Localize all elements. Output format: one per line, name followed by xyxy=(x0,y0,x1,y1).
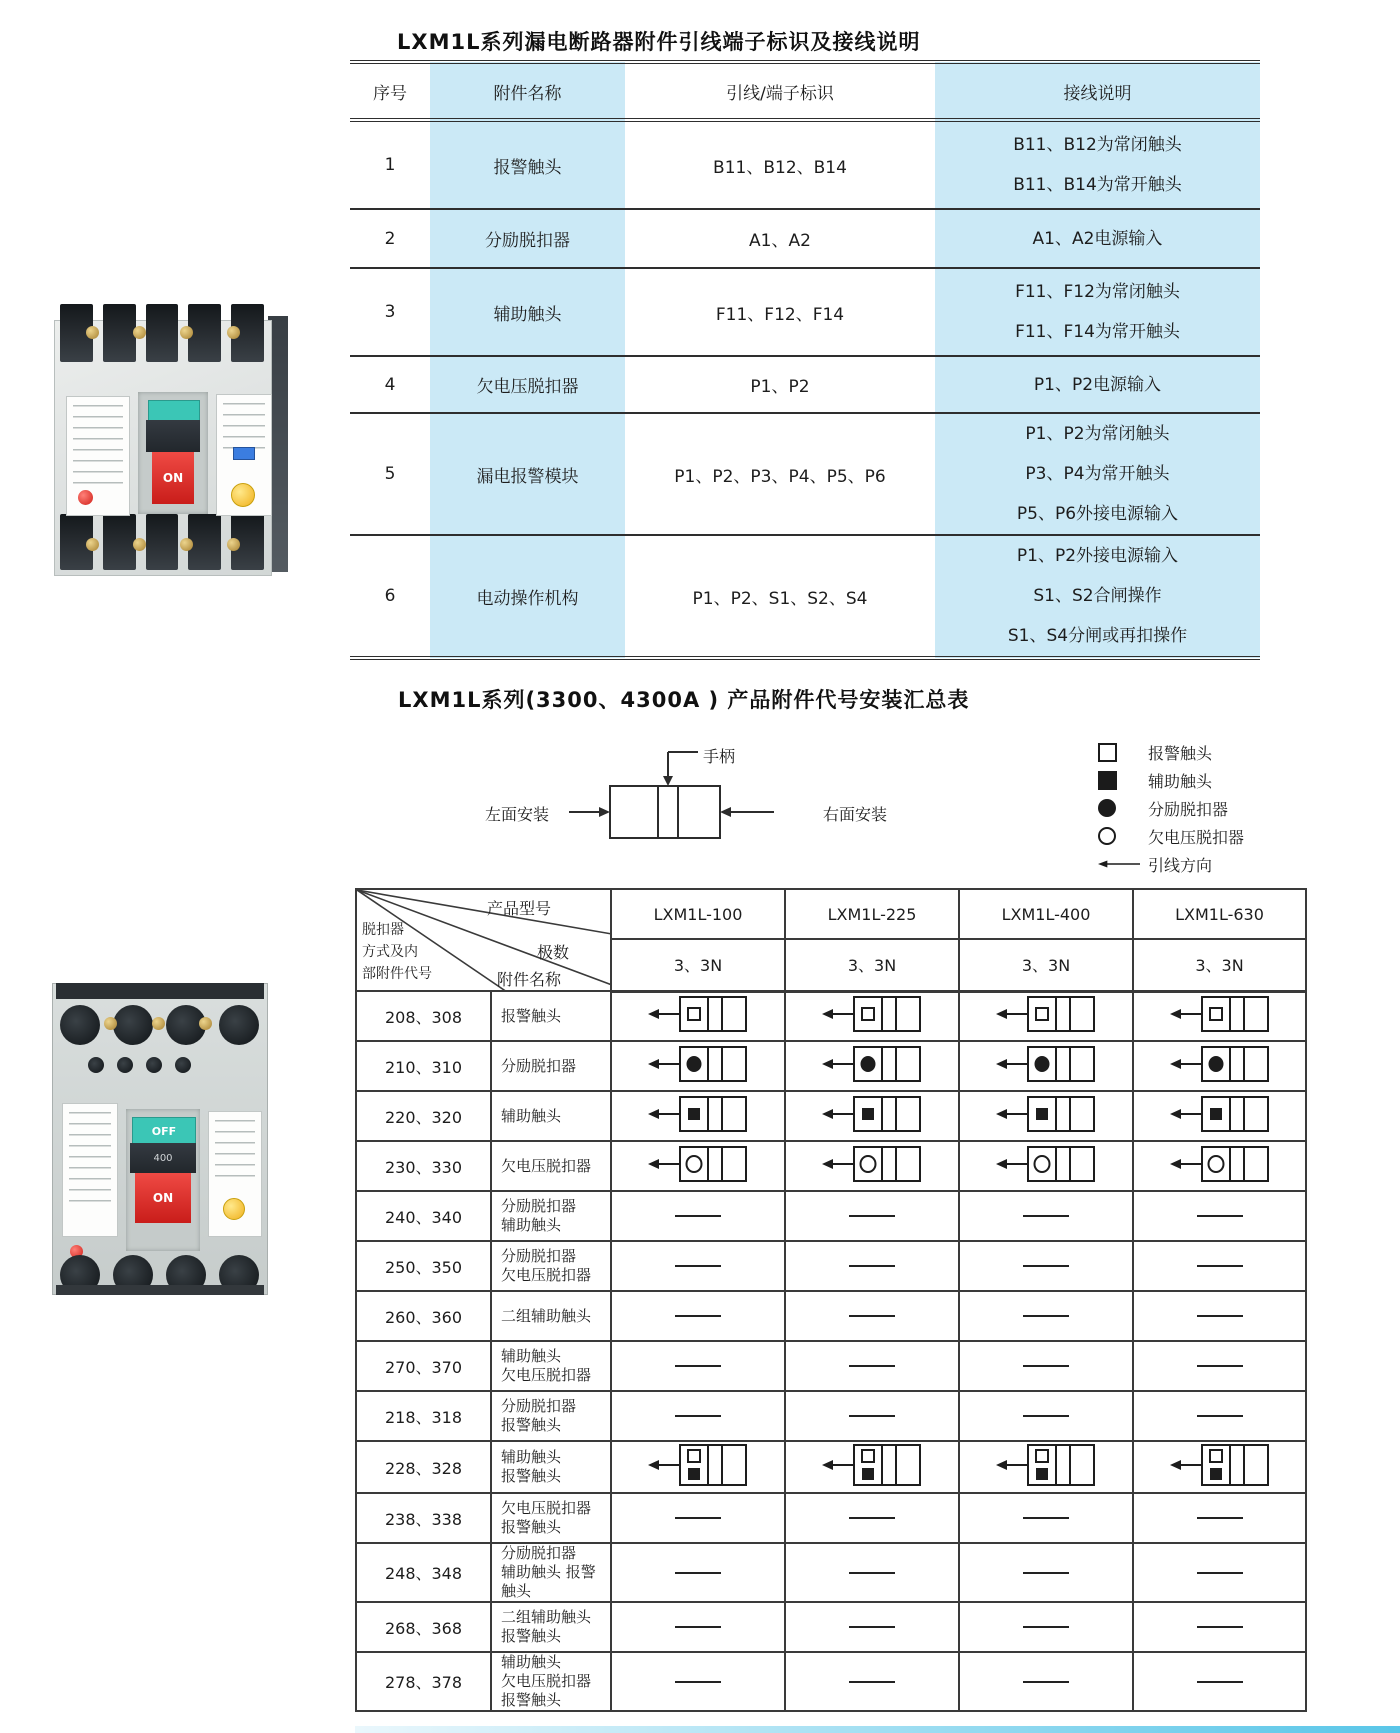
header-attachment-name: 附件名称 xyxy=(430,62,625,120)
table-row xyxy=(356,1041,1306,1091)
install-cell xyxy=(959,1241,1133,1291)
not-available-dash xyxy=(1197,1415,1243,1417)
legend-item xyxy=(1082,738,1312,766)
install-cell xyxy=(611,1391,785,1441)
terminal-marks: F11、F12、F14 xyxy=(625,268,935,356)
label-text-lines xyxy=(69,1112,111,1210)
bottom-terminal-screws xyxy=(86,538,240,551)
table-row xyxy=(350,535,1260,658)
attachment-name: 二组辅助触头 报警触头 xyxy=(491,1602,611,1652)
table-row xyxy=(356,1441,1306,1493)
not-available-dash xyxy=(1197,1265,1243,1267)
legend-label: 分励脱扣器 xyxy=(1148,799,1229,819)
toggle-off-cap: OFF xyxy=(132,1117,196,1145)
poles-value: 3、3N xyxy=(611,939,785,991)
table-row xyxy=(350,413,1260,535)
table-row xyxy=(356,1091,1306,1141)
install-diagram xyxy=(820,994,924,1034)
install-cell xyxy=(1133,1141,1306,1191)
install-cell xyxy=(959,1602,1133,1652)
not-available-dash xyxy=(849,1265,895,1267)
install-cell xyxy=(1133,1441,1306,1493)
accessory-code: 238、338 xyxy=(356,1493,491,1543)
not-available-dash xyxy=(675,1626,721,1628)
install-cell xyxy=(611,1041,785,1091)
install-cell xyxy=(1133,1241,1306,1291)
header-terminal-marks: 引线/端子标识 xyxy=(625,62,935,120)
legend-item xyxy=(1082,766,1312,794)
not-available-dash xyxy=(1023,1626,1069,1628)
not-available-dash xyxy=(675,1365,721,1367)
install-diagram xyxy=(1168,1144,1272,1184)
table1-title: LXM1L系列漏电断路器附件引线端子标识及接线说明 xyxy=(397,30,921,54)
attachment-name: 分励脱扣器 xyxy=(430,209,625,268)
install-cell xyxy=(785,1091,959,1141)
corner-product-model-label: 产品型号 xyxy=(487,899,552,918)
wiring-description: F11、F12为常闭触头 F11、F14为常开触头 xyxy=(935,268,1260,356)
rating-label-panel xyxy=(62,1103,118,1237)
top-terminal-screws xyxy=(86,326,240,339)
shunt-release-icon xyxy=(1098,799,1116,817)
auxiliary-contact-icon xyxy=(1098,771,1117,790)
right-mount-label: 右面安装 xyxy=(823,805,888,824)
header-no: 序号 xyxy=(350,62,430,120)
install-cell xyxy=(1133,1543,1306,1602)
attachment-name: 漏电报警模块 xyxy=(430,413,625,535)
attachment-name: 辅助触头 欠电压脱扣器 报警触头 xyxy=(491,1652,611,1711)
wiring-description: P1、P2外接电源输入 S1、S2合闸操作 S1、S4分闸或再扣操作 xyxy=(935,535,1260,658)
test-button xyxy=(231,483,255,507)
install-cell xyxy=(611,1341,785,1391)
install-cell xyxy=(1133,1041,1306,1091)
table-row xyxy=(350,209,1260,268)
row-number: 5 xyxy=(350,413,430,535)
toggle-well xyxy=(138,392,208,514)
accessory-code: 278、378 xyxy=(356,1652,491,1711)
row-number: 2 xyxy=(350,209,430,268)
not-available-dash xyxy=(849,1365,895,1367)
install-cell xyxy=(959,1652,1133,1711)
install-cell xyxy=(959,1493,1133,1543)
install-diagram xyxy=(646,1044,750,1084)
install-cell xyxy=(959,1543,1133,1602)
not-available-dash xyxy=(849,1315,895,1317)
undervoltage-release-icon xyxy=(1098,827,1116,845)
wiring-description: B11、B12为常闭触头 B11、B14为常开触头 xyxy=(935,120,1260,209)
poles-value: 3、3N xyxy=(785,939,959,991)
top-screws xyxy=(104,1017,212,1030)
poles-value: 3、3N xyxy=(1133,939,1306,991)
leakage-module-panel xyxy=(208,1111,262,1237)
attachment-name: 报警触头 xyxy=(491,991,611,1041)
model-header: LXM1L-100 xyxy=(611,889,785,939)
legend-symbol xyxy=(1082,771,1140,790)
install-cell xyxy=(959,1441,1133,1493)
accessory-code: 250、350 xyxy=(356,1241,491,1291)
top-edge xyxy=(56,983,264,999)
legend-label: 引线方向 xyxy=(1148,855,1213,875)
install-cell xyxy=(785,1602,959,1652)
attachment-name: 报警触头 xyxy=(430,120,625,209)
not-available-dash xyxy=(1197,1315,1243,1317)
attachment-name: 欠电压脱扣器 报警触头 xyxy=(491,1493,611,1543)
install-diagram xyxy=(994,1144,1098,1184)
corner-poles-label: 极数 xyxy=(537,943,570,962)
attachment-name: 辅助触头 xyxy=(491,1091,611,1141)
install-cell xyxy=(611,1291,785,1341)
toggle-top-cap xyxy=(148,400,200,422)
install-cell xyxy=(1133,1602,1306,1652)
accessory-code: 220、320 xyxy=(356,1091,491,1141)
terminal-marks: P1、P2、S1、S2、S4 xyxy=(625,535,935,658)
not-available-dash xyxy=(849,1517,895,1519)
accessory-code: 218、318 xyxy=(356,1391,491,1441)
not-available-dash xyxy=(1197,1681,1243,1683)
sensitivity-switch xyxy=(233,447,255,460)
install-cell xyxy=(611,1652,785,1711)
accessory-code: 248、348 xyxy=(356,1543,491,1602)
not-available-dash xyxy=(849,1415,895,1417)
not-available-dash xyxy=(1197,1572,1243,1574)
module-text-lines xyxy=(215,1120,255,1186)
install-cell xyxy=(785,1191,959,1241)
not-available-dash xyxy=(1023,1415,1069,1417)
accessory-code: 240、340 xyxy=(356,1191,491,1241)
attachment-name: 辅助触头 报警触头 xyxy=(491,1441,611,1493)
table-row xyxy=(356,1341,1306,1391)
header-wiring-desc: 接线说明 xyxy=(935,62,1260,120)
accessory-code: 228、328 xyxy=(356,1441,491,1493)
install-diagram xyxy=(994,1044,1098,1084)
bottom-accent-bar xyxy=(355,1726,1400,1733)
breaker-photo-1 xyxy=(52,300,288,576)
installation-table xyxy=(355,888,1307,1712)
install-cell xyxy=(785,1493,959,1543)
corner-code-label: 脱扣器 方式及内 部附件代号 xyxy=(362,922,432,982)
install-cell xyxy=(611,1441,785,1493)
legend-symbol xyxy=(1082,743,1140,762)
legend-symbol xyxy=(1082,858,1140,870)
row-number: 3 xyxy=(350,268,430,356)
table-row xyxy=(350,268,1260,356)
corner-cell xyxy=(356,889,611,991)
install-diagram xyxy=(646,1144,750,1184)
install-diagram xyxy=(820,1442,924,1488)
not-available-dash xyxy=(1197,1365,1243,1367)
install-diagram xyxy=(1168,1442,1272,1488)
table-row xyxy=(356,1391,1306,1441)
install-cell xyxy=(1133,1291,1306,1341)
not-available-dash xyxy=(675,1265,721,1267)
attachment-name: 二组辅助触头 xyxy=(491,1291,611,1341)
install-cell xyxy=(785,1241,959,1291)
not-available-dash xyxy=(849,1681,895,1683)
row-number: 4 xyxy=(350,356,430,413)
mounting-diagram-drawing xyxy=(569,740,809,846)
attachment-name: 欠电压脱扣器 xyxy=(491,1141,611,1191)
table-row xyxy=(356,1191,1306,1241)
attachment-name: 欠电压脱扣器 xyxy=(430,356,625,413)
terminal-table-body xyxy=(350,120,1260,658)
installation-table-body xyxy=(356,991,1306,1711)
toggle-stem xyxy=(146,420,200,452)
install-diagram xyxy=(994,994,1098,1034)
table-row xyxy=(350,356,1260,413)
test-button xyxy=(223,1198,245,1220)
install-cell xyxy=(611,1191,785,1241)
attachment-name: 辅助触头 欠电压脱扣器 xyxy=(491,1341,611,1391)
not-available-dash xyxy=(675,1315,721,1317)
install-cell xyxy=(611,1141,785,1191)
symbol-legend xyxy=(1082,738,1312,878)
bottom-edge xyxy=(56,1285,264,1295)
not-available-dash xyxy=(849,1626,895,1628)
model-header: LXM1L-225 xyxy=(785,889,959,939)
poles-value: 3、3N xyxy=(959,939,1133,991)
handle-label: 手柄 xyxy=(703,747,736,766)
install-diagram xyxy=(994,1442,1098,1488)
install-cell xyxy=(959,1191,1133,1241)
install-cell xyxy=(785,1441,959,1493)
terminal-marks: A1、A2 xyxy=(625,209,935,268)
install-cell xyxy=(785,1341,959,1391)
table2-title: LXM1L系列(3300、4300A ) 产品附件代号安装汇总表 xyxy=(398,688,970,712)
model-header: LXM1L-400 xyxy=(959,889,1133,939)
accessory-code: 268、368 xyxy=(356,1602,491,1652)
install-cell xyxy=(611,1493,785,1543)
install-cell xyxy=(959,1091,1133,1141)
install-diagram xyxy=(1168,1094,1272,1134)
install-diagram xyxy=(820,1094,924,1134)
attachment-name: 分励脱扣器 辅助触头 报警触头 xyxy=(491,1543,611,1602)
install-cell xyxy=(611,991,785,1041)
not-available-dash xyxy=(1023,1365,1069,1367)
install-cell xyxy=(611,1602,785,1652)
legend-label: 欠电压脱扣器 xyxy=(1148,827,1245,847)
install-cell xyxy=(785,991,959,1041)
table-row xyxy=(356,1652,1306,1711)
install-diagram xyxy=(646,1094,750,1134)
not-available-dash xyxy=(849,1572,895,1574)
install-cell xyxy=(959,1391,1133,1441)
wiring-description: P1、P2电源输入 xyxy=(935,356,1260,413)
legend-item xyxy=(1082,850,1312,878)
install-cell xyxy=(1133,1493,1306,1543)
terminal-table xyxy=(350,60,1260,660)
install-cell xyxy=(785,1543,959,1602)
row-number: 6 xyxy=(350,535,430,658)
leakage-module-panel xyxy=(216,394,272,516)
legend-label: 报警触头 xyxy=(1148,743,1213,763)
accessory-code: 270、370 xyxy=(356,1341,491,1391)
install-diagram xyxy=(994,1094,1098,1134)
legend-symbol xyxy=(1082,827,1140,845)
attachment-name: 分励脱扣器 xyxy=(491,1041,611,1091)
not-available-dash xyxy=(675,1415,721,1417)
not-available-dash xyxy=(675,1215,721,1217)
not-available-dash xyxy=(1023,1572,1069,1574)
alarm-contact-icon xyxy=(1098,743,1117,762)
row-number: 1 xyxy=(350,120,430,209)
install-cell xyxy=(785,1141,959,1191)
accessory-code: 208、308 xyxy=(356,991,491,1041)
corner-attachment-label: 附件名称 xyxy=(497,970,562,989)
breaker-photo-2 xyxy=(52,983,268,1295)
install-cell xyxy=(959,1141,1133,1191)
label-text-lines xyxy=(73,405,123,489)
lead-direction-arrow-icon xyxy=(1098,858,1140,870)
legend-symbol xyxy=(1082,799,1140,817)
terminal-table-header xyxy=(350,62,1260,120)
install-cell xyxy=(611,1091,785,1141)
terminal-marks: P1、P2 xyxy=(625,356,935,413)
install-cell xyxy=(611,1241,785,1291)
install-diagram xyxy=(1168,1044,1272,1084)
install-cell xyxy=(959,1041,1133,1091)
toggle-on-handle: ON xyxy=(135,1173,191,1223)
table-row xyxy=(350,120,1260,209)
install-diagram xyxy=(820,1144,924,1184)
attachment-name: 分励脱扣器 报警触头 xyxy=(491,1391,611,1441)
table-row xyxy=(356,1291,1306,1341)
not-available-dash xyxy=(1197,1626,1243,1628)
install-cell xyxy=(785,1652,959,1711)
install-diagram xyxy=(1168,994,1272,1034)
wiring-description: P1、P2为常闭触头 P3、P4为常开触头 P5、P6外接电源输入 xyxy=(935,413,1260,535)
model-header: LXM1L-630 xyxy=(1133,889,1306,939)
install-cell xyxy=(1133,1091,1306,1141)
install-cell xyxy=(1133,1191,1306,1241)
not-available-dash xyxy=(675,1681,721,1683)
accessory-code: 230、330 xyxy=(356,1141,491,1191)
install-cell xyxy=(959,1291,1133,1341)
install-cell xyxy=(1133,1391,1306,1441)
not-available-dash xyxy=(675,1517,721,1519)
accessory-code: 210、310 xyxy=(356,1041,491,1091)
not-available-dash xyxy=(1023,1681,1069,1683)
attachment-name: 分励脱扣器 辅助触头 xyxy=(491,1191,611,1241)
install-cell xyxy=(1133,991,1306,1041)
attachment-name: 电动操作机构 xyxy=(430,535,625,658)
wiring-description: A1、A2电源输入 xyxy=(935,209,1260,268)
install-diagram xyxy=(820,1044,924,1084)
not-available-dash xyxy=(1197,1215,1243,1217)
rating-label-panel xyxy=(66,396,130,516)
install-cell xyxy=(959,1341,1133,1391)
legend-label: 辅助触头 xyxy=(1148,771,1213,791)
install-diagram xyxy=(646,1442,750,1488)
table-row xyxy=(356,1543,1306,1602)
install-cell xyxy=(611,1543,785,1602)
install-cell xyxy=(785,1391,959,1441)
not-available-dash xyxy=(849,1215,895,1217)
indicator-light xyxy=(78,490,93,505)
table-row xyxy=(356,1602,1306,1652)
install-cell xyxy=(959,991,1133,1041)
mounting-diagram xyxy=(485,740,915,850)
not-available-dash xyxy=(1023,1517,1069,1519)
attachment-name: 分励脱扣器 欠电压脱扣器 xyxy=(491,1241,611,1291)
install-cell xyxy=(785,1291,959,1341)
legend-item xyxy=(1082,822,1312,850)
toggle-stem-rating: 400 xyxy=(130,1143,196,1173)
install-cell xyxy=(1133,1652,1306,1711)
install-cell xyxy=(785,1041,959,1091)
table-row xyxy=(356,1241,1306,1291)
toggle-on-handle: ON xyxy=(152,452,194,504)
not-available-dash xyxy=(1023,1315,1069,1317)
attachment-name: 辅助触头 xyxy=(430,268,625,356)
terminal-marks: P1、P2、P3、P4、P5、P6 xyxy=(625,413,935,535)
not-available-dash xyxy=(1197,1517,1243,1519)
not-available-dash xyxy=(1023,1215,1069,1217)
left-mount-label: 左面安装 xyxy=(485,805,550,824)
table-row xyxy=(356,1141,1306,1191)
accessory-code: 260、360 xyxy=(356,1291,491,1341)
not-available-dash xyxy=(675,1572,721,1574)
table-row xyxy=(356,991,1306,1041)
small-vent-holes xyxy=(88,1057,191,1073)
install-cell xyxy=(1133,1341,1306,1391)
model-header-row xyxy=(356,889,1306,939)
install-diagram xyxy=(646,994,750,1034)
table-row xyxy=(356,1493,1306,1543)
legend-item xyxy=(1082,794,1312,822)
toggle-well xyxy=(126,1109,200,1251)
not-available-dash xyxy=(1023,1265,1069,1267)
terminal-marks: B11、B12、B14 xyxy=(625,120,935,209)
